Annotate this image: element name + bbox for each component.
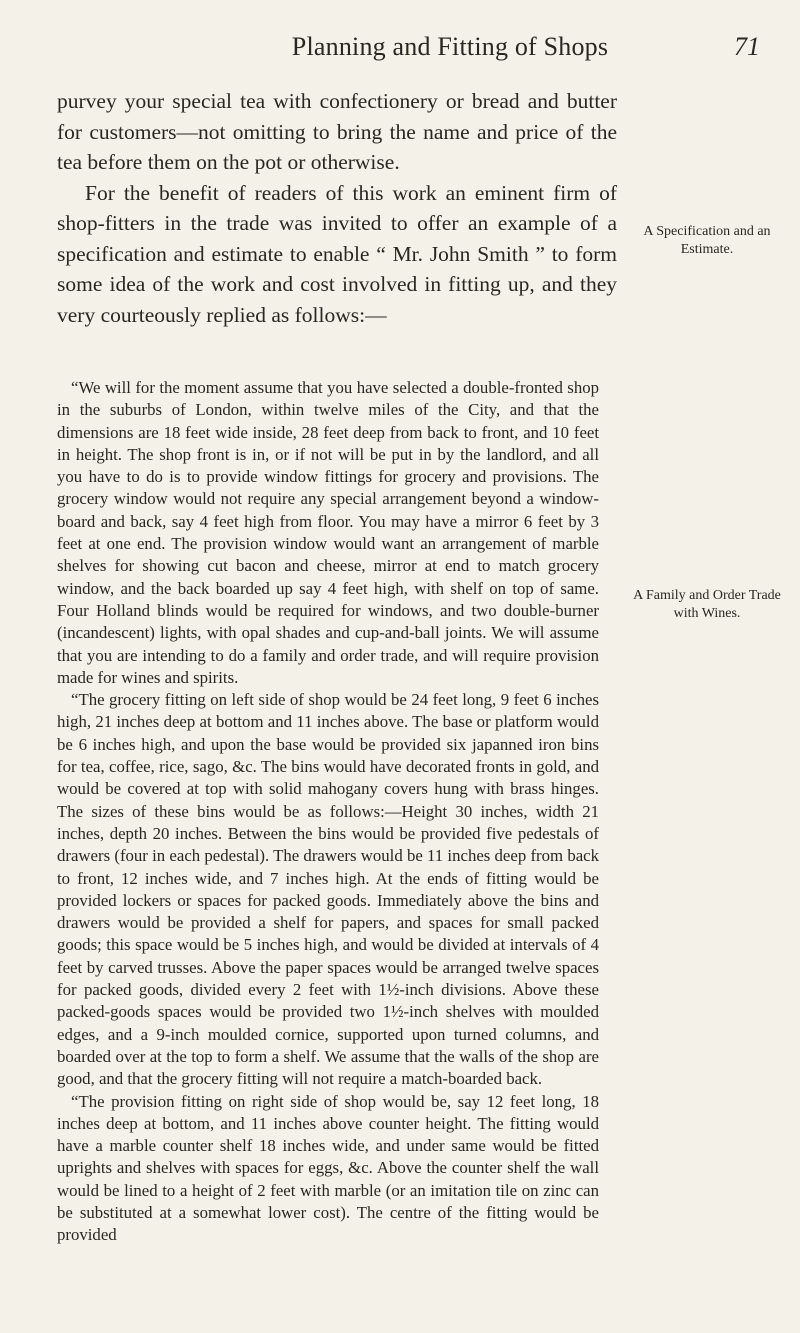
paragraph: For the benefit of readers of this work an eminent firm of shop-fitters in the trade was invited to offer an example of a specification and estimate to enable “ Mr. John Smith ” to form some idea of the work and cost involved in fitting up, and they very courteously replied as follows:—: [57, 180, 617, 327]
paragraph: “The provision fitting on right side of shop would be, say 12 feet long, 18 inches deep at bottom, and 11 inches above counter height. The fitting would have a marble counter shelf 18 inches wide, and under same would be fitted uprights and shelves with spaces for eggs, &c. Above the counter shelf the wall would be lined to a height of 2 feet with marble (or an imitation tile on zinc can be substituted at a somewhat lower cost). The centre of the fitting would be provided: [57, 1091, 599, 1245]
paragraph: purvey your special tea with confectionery or bread and butter for customers—not omitting to bring the name and price of the tea before them on the pot or otherwise.: [57, 89, 617, 174]
running-title: Planning and Fitting of Shops: [291, 32, 609, 61]
quoted-specification: [57, 377, 599, 1247]
margin-note-specification: A Specification and an Estimate.: [643, 224, 771, 257]
intro-text: [57, 86, 617, 330]
page-header: [60, 32, 760, 72]
page-number: 71: [734, 32, 760, 61]
paragraph: “The grocery fitting on left side of shop would be 24 feet long, 9 feet 6 inches high, 21 inches deep at bottom and 11 inches above. The base or platform would be 6 inches high, and upon the base would be provided six japanned iron bins for tea, coffee, rice, sago, &c. The bins would have decorated fronts in gold, and would be covered at top with solid mahogany covers hung with brass hinges. The sizes of these bins would be as follows:—Height 30 inches, width 21 inches, depth 20 inches. Between the bins would be provided five pedestals of drawers (four in each pedestal). The drawers would be 11 inches deep from back to front, 12 inches wide, and 7 inches high. At the ends of fitting would be provided lockers or spaces for packed goods. Immediately above the bins and drawers would be provided a shelf for papers, and spaces for small packed goods; this space would be 5 inches high, and would be divided at intervals of 4 feet by carved trusses. Above the paper spaces would be arranged twelve spaces for packed goods, divided every 2 feet with 1½-inch divisions. Above these packed-goods spaces would be provided two 1½-inch shelves with moulded edges, and a 9-inch moulded cornice, supported upon turned columns, and boarded over at the top to form a shelf. We assume that the walls of the shop are good, and that the grocery fitting will not require a match-boarded back.: [57, 690, 599, 1089]
paragraph: “We will for the moment assume that you have selected a double-fronted shop in the suburbs of London, within twelve miles of the City, and that the dimensions are 18 feet wide inside, 28 feet deep from back to front, and 10 feet in height. The shop front is in, or if not will be put in by the landlord, and all you have to do is to provide window fittings for grocery and provisions. The grocery window would not require any special arrangement beyond a window-board and back, say 4 feet high from floor. You may have a mirror 6 feet by 3 feet at one end. The provision window would want an arrangement of marble shelves for showing cut bacon and cheese, mirror at end to match grocery window, and the back boarded up say 4 feet high, with shelf on top of same. Four Holland blinds would be required for windows, and two double-burner (incandescent) lights, with opal shades and cup-and-ball joints. We will assume that you are intending to do a family and order trade, and will require provision made for wines and spirits.: [57, 378, 599, 687]
margin-note-family-trade: A Family and Order Trade with Wines.: [633, 588, 781, 621]
